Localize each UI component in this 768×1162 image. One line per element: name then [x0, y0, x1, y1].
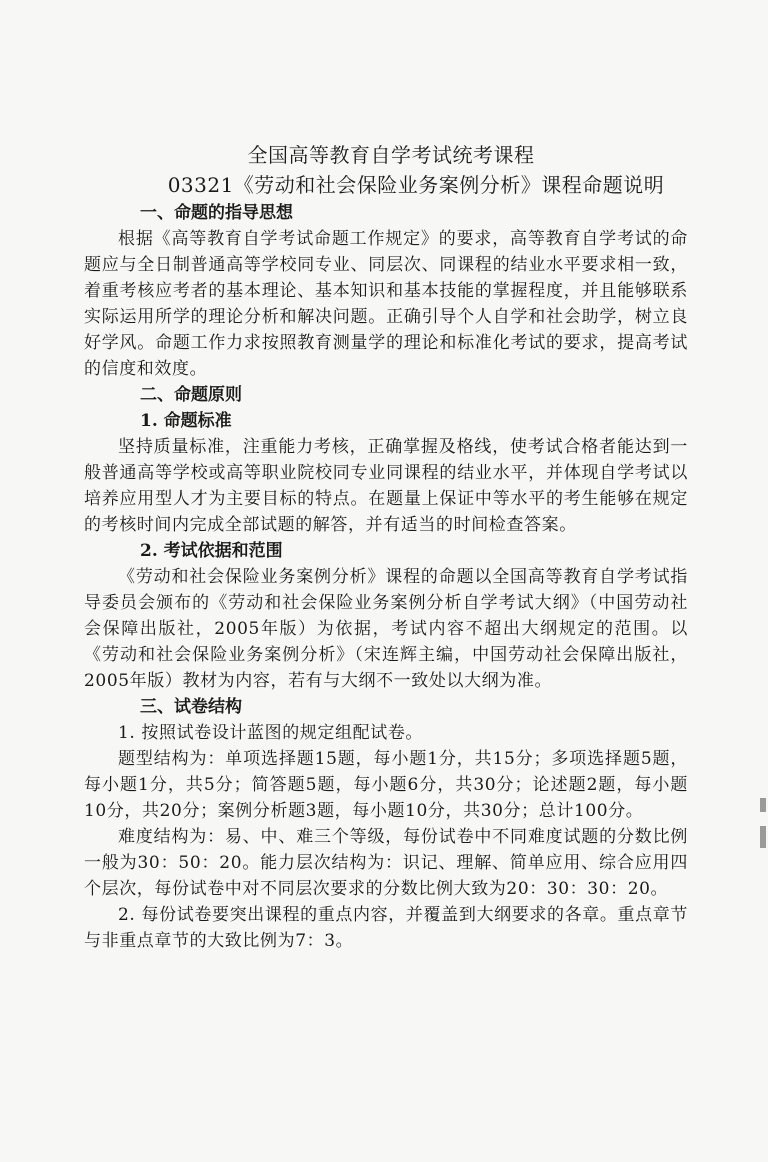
section-heading: 二、命题原则 [140, 385, 242, 405]
section-heading: 三、试卷结构 [140, 697, 242, 717]
subsection-heading: 2. 考试依据和范围 [140, 541, 283, 561]
paragraph: 《劳动和社会保险业务案例分析》课程的命题以全国高等教育自学考试指导委员会颁布的《劳动和社会保险业务案例分析自学考试大纲》（中国劳动社会保障出版社，2005年版）为依据，考试内容不超出大纲规定的范围。以《劳动和社会保险业务案例分析》（宋连辉主编，中国劳动社会保障出版社，2005年版）教材为内容，若有与大纲不一致处以大纲为准。 [84, 567, 688, 691]
document-title: 全国高等教育自学考试统考课程 [247, 143, 535, 167]
paragraph: 难度结构为：易、中、难三个等级，每份试卷中不同难度试题的分数比例一般为30：50：20。能力层次结构为：识记、理解、简单应用、综合应用四个层次，每份试卷中对不同层次要求的分数比例大致为20：30：30：20。 [84, 827, 688, 899]
document-subtitle: 03321《劳动和社会保险业务案例分析》课程命题说明 [167, 173, 665, 197]
section-guiding-ideology [84, 200, 688, 382]
paragraph: 题型结构为：单项选择题15题，每小题1分，共15分；多项选择题5题，每小题1分，共5分；简答题5题，每小题6分，共30分；论述题2题，每小题10分，共20分；案例分析题3题，每小题10分，共30分；总计100分。 [84, 749, 688, 821]
scan-edge-mark [760, 826, 766, 848]
subsection-heading: 1. 命题标准 [140, 411, 232, 431]
section-paper-structure [84, 694, 688, 954]
paragraph: 1. 按照试卷设计蓝图的规定组配试卷。 [118, 723, 424, 743]
paragraph: 根据《高等教育自学考试命题工作规定》的要求，高等教育自学考试的命题应与全日制普通高等学校同专业、同层次、同课程的结业水平要求相一致，着重考核应考者的基本理论、基本知识和基本技能的掌握程度，并且能够联系实际运用所学的理论分析和解决问题。正确引导个人自学和社会助学，树立良好学风。命题工作力求按照教育测量学的理论和标准化考试的要求，提高考试的信度和效度。 [84, 229, 688, 379]
paragraph: 坚持质量标准，注重能力考核，正确掌握及格线，使考试合格者能达到一般普通高等学校或高等职业院校同专业同课程的结业水平，并体现自学考试以培养应用型人才为主要目标的特点。在题量上保证中等水平的考生能够在规定的考核时间内完成全部试题的解答，并有适当的时间检查答案。 [84, 437, 688, 535]
paragraph: 2. 每份试卷要突出课程的重点内容，并覆盖到大纲要求的各章。重点章节与非重点章节的大致比例为7：3。 [84, 905, 688, 951]
section-principles [84, 382, 688, 694]
section-heading: 一、命题的指导思想 [140, 203, 293, 223]
scan-edge-mark [760, 798, 766, 812]
